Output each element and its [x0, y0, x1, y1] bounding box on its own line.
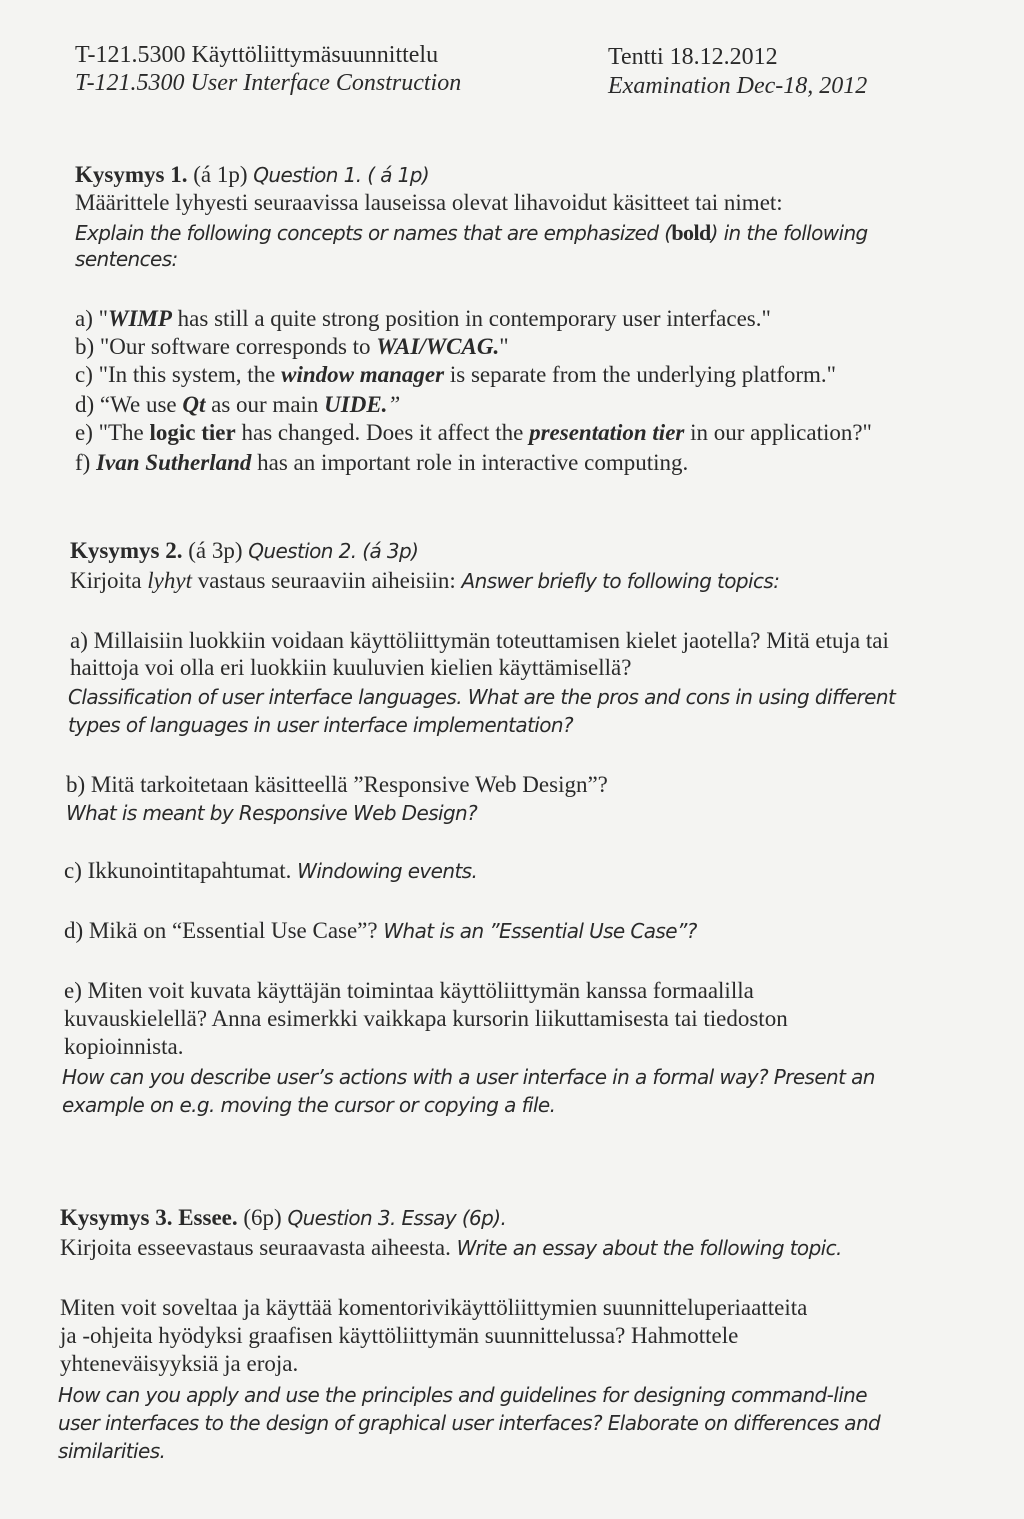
- question-2b-en: What is meant by Responsive Web Design?: [66, 801, 478, 825]
- question-2-title: [70, 538, 418, 564]
- emphasized-term: logic tier: [149, 420, 236, 445]
- question-3-body-en-2: user interfaces to the design of graphical user interfaces? Elaborate on differences and: [58, 1411, 881, 1435]
- question-1-instructions-en-2: sentences:: [75, 247, 178, 271]
- question-2e-fi-2: kuvauskielellä? Anna esimerkki vaikkapa kursorin liikuttamisesta tai tiedoston: [64, 1006, 788, 1031]
- question-1-item: [75, 450, 688, 476]
- question-3-title-en: Question 3. Essay (6p).: [287, 1206, 507, 1230]
- instr-text: Explain the following concepts or names that are emphasized (: [75, 221, 672, 245]
- item-text: has changed. Does it affect the: [235, 420, 530, 445]
- question-2c-en: Windowing events.: [297, 859, 478, 883]
- question-1-instructions-en: [75, 220, 868, 246]
- question-2c-fi: c) Ikkunointitapahtumat.: [64, 858, 298, 883]
- instr-italic-word: lyhyt: [147, 568, 192, 593]
- question-3-instructions-en: Write an essay about the following topic.: [456, 1236, 842, 1260]
- item-text: ": [499, 334, 509, 359]
- item-text: ”: [387, 392, 401, 417]
- question-2d-en: What is an ”Essential Use Case”?: [383, 919, 697, 943]
- instr-text: vastaus seuraaviin aiheisiin:: [192, 568, 462, 593]
- question-1-item: [75, 362, 836, 388]
- question-3-label: Kysymys 3. Essee.: [60, 1205, 238, 1230]
- question-3-body-fi-2: ja -ohjeita hyödyksi graafisen käyttöliittymän suunnittelussa? Hahmottele: [60, 1323, 739, 1348]
- item-text: in our application?": [684, 420, 872, 445]
- course-title-fi: T-121.5300 Käyttöliittymäsuunnittelu: [75, 42, 439, 68]
- emphasized-term: WAI/WCAG.: [376, 334, 500, 359]
- question-3-points: (6p): [237, 1205, 288, 1230]
- item-text: b) "Our software corresponds to: [75, 334, 377, 359]
- exam-date-fi: Tentti 18.12.2012: [608, 44, 778, 70]
- question-1-points: (á 1p): [187, 162, 254, 187]
- question-2a-fi-1: a) Millaisiin luokkiin voidaan käyttöliittymän toteuttamisen kielet jaotella? Mitä etuja tai: [70, 628, 889, 653]
- question-1-item: [75, 420, 872, 446]
- question-1-label: Kysymys 1.: [75, 162, 188, 187]
- question-2c: [64, 858, 477, 884]
- question-2-instructions-en: Answer briefly to following topics:: [461, 569, 780, 593]
- question-2b-fi: b) Mitä tarkoitetaan käsitteellä ”Responsive Web Design”?: [66, 772, 608, 797]
- question-3-title: [60, 1205, 506, 1231]
- question-3-body-en-1: How can you apply and use the principles and guidelines for designing command-line: [58, 1383, 867, 1407]
- question-3-body-fi-1: Miten voit soveltaa ja käyttää komentorivikäyttöliittymien suunnitteluperiaatteita: [60, 1295, 808, 1320]
- item-text: as our main: [205, 392, 325, 417]
- instr-bold-word: bold: [671, 220, 711, 245]
- instr-text: ) in the following: [710, 221, 868, 245]
- question-2-label: Kysymys 2.: [70, 538, 183, 563]
- item-text: has an important role in interactive computing.: [251, 450, 689, 475]
- item-text: is separate from the underlying platform.": [444, 362, 837, 387]
- question-1-title: [75, 162, 429, 188]
- question-3-body-fi-3: yhteneväisyyksiä ja eroja.: [60, 1351, 299, 1376]
- question-2a-en-1: Classification of user interface languages. What are the pros and cons in using different: [68, 685, 896, 709]
- question-2e-en-2: example on e.g. moving the cursor or copying a file.: [62, 1093, 556, 1117]
- question-3-instructions: [60, 1235, 842, 1261]
- question-2-title-en: Question 2. (á 3p): [248, 539, 419, 563]
- question-1-item: [75, 334, 509, 360]
- exam-date-en: Examination Dec-18, 2012: [608, 73, 868, 99]
- question-2a-en-2: types of languages in user interface implementation?: [68, 713, 573, 737]
- question-1-instructions-fi: Määrittele lyhyesti seuraavissa lauseissa olevat lihavoidut käsitteet tai nimet:: [75, 190, 783, 215]
- item-text: has still a quite strong position in contemporary user interfaces.": [171, 306, 771, 331]
- course-title-en: T-121.5300 User Interface Construction: [75, 70, 462, 96]
- emphasized-term: window manager: [281, 362, 445, 387]
- question-2d: [64, 918, 697, 944]
- emphasized-term: WIMP: [108, 306, 172, 331]
- question-2d-fi: d) Mikä on “Essential Use Case”?: [64, 918, 384, 943]
- item-text: c) "In this system, the: [75, 362, 282, 387]
- question-2-instructions: [70, 568, 779, 594]
- item-text: f): [75, 450, 97, 475]
- emphasized-term: Ivan Sutherland: [96, 450, 252, 475]
- question-2a-fi-2: haittoja voi olla eri luokkiin kuuluvien kielien käyttämisellä?: [70, 655, 632, 680]
- question-2-points: (á 3p): [182, 538, 249, 563]
- question-2e-fi-3: kopioinnista.: [64, 1034, 184, 1059]
- item-text: d) “We use: [75, 392, 183, 417]
- question-2e-fi-1: e) Miten voit kuvata käyttäjän toimintaa käyttöliittymän kanssa formaalilla: [64, 978, 754, 1003]
- question-1-item: [75, 306, 771, 332]
- question-1-item: [75, 392, 400, 418]
- question-2e-en-1: How can you describe user’s actions with a user interface in a formal way? Present an: [62, 1065, 875, 1089]
- emphasized-term: presentation tier: [529, 420, 685, 445]
- question-1-title-en: Question 1. ( á 1p): [253, 163, 430, 187]
- item-text: a) ": [75, 306, 109, 331]
- item-text: e) "The: [75, 420, 150, 445]
- question-3-instructions-fi: Kirjoita esseevastaus seuraavasta aiheesta.: [60, 1235, 457, 1260]
- emphasized-term: UIDE.: [324, 392, 388, 417]
- question-3-body-en-3: similarities.: [58, 1439, 166, 1463]
- instr-text: Kirjoita: [70, 568, 148, 593]
- emphasized-term: Qt: [182, 392, 206, 417]
